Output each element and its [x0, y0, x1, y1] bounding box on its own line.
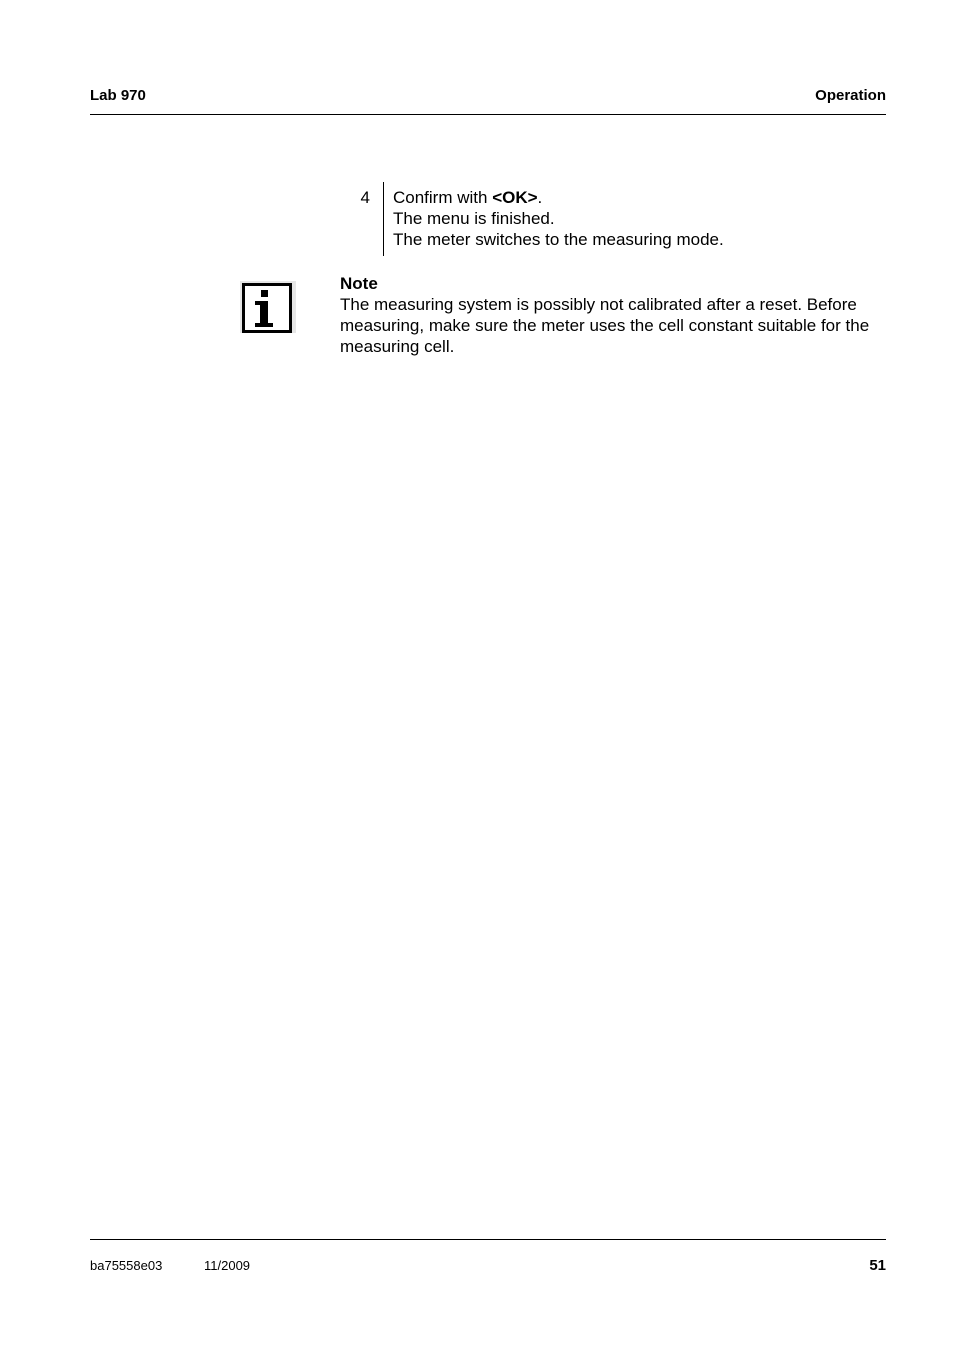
step-divider	[383, 182, 384, 256]
step-line-menu-finished: The menu is finished.	[393, 209, 555, 228]
header-divider	[90, 114, 886, 115]
note-line: measuring, make sure the meter uses the cell constant suitable for the	[340, 316, 870, 335]
info-icon-glyph	[240, 281, 296, 333]
step-line-confirm-suffix: .	[537, 188, 543, 207]
footer-date: 11/2009	[204, 1258, 251, 1273]
note-line: The measuring system is possibly not calibrated after a reset. Before	[340, 295, 857, 314]
info-icon	[240, 281, 296, 333]
header-section-title: Operation	[815, 87, 886, 104]
ok-key-label: <OK>	[492, 188, 538, 207]
footer-divider	[90, 1239, 886, 1240]
step-line-confirm-prefix: Confirm with	[393, 188, 493, 207]
footer-document-id: ba75558e03	[90, 1258, 163, 1273]
step-line-confirm	[393, 187, 724, 208]
header-product-name: Lab 970	[90, 87, 146, 104]
step-line-measuring-mode: The meter switches to the measuring mode.	[393, 230, 724, 249]
note-body	[340, 294, 890, 357]
note-line: measuring cell.	[340, 337, 455, 356]
page-number: 51	[869, 1257, 886, 1274]
step-number: 4	[360, 188, 370, 207]
procedure-step	[352, 182, 892, 256]
step-text	[393, 187, 724, 250]
note-heading: Note	[340, 274, 378, 293]
